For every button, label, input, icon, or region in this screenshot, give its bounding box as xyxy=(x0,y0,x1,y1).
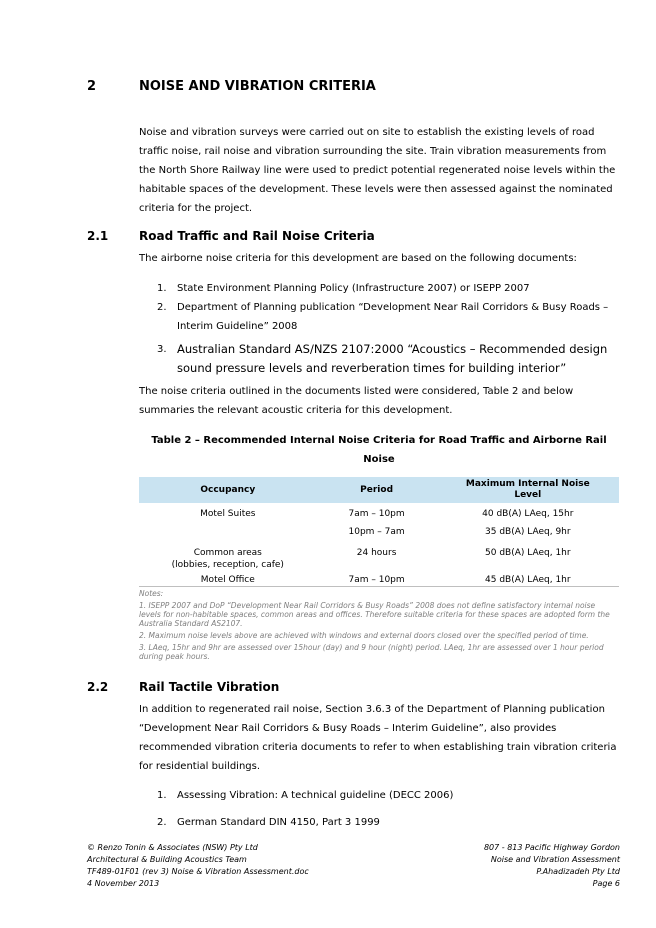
table-cell: 35 dB(A) LAeq, 9hr xyxy=(485,527,571,537)
footer-address: 807 - 813 Pacific Highway Gordon xyxy=(483,843,620,852)
table-header-cell: Maximum Internal Noise Level xyxy=(437,477,619,503)
table-cell: 10pm – 7am xyxy=(348,527,405,537)
documents-list xyxy=(139,279,619,378)
table-cell: Common areas (lobbies, reception, cafe) xyxy=(171,548,284,570)
table-cell: 45 dB(A) LAeq, 1hr xyxy=(485,575,571,585)
subsection-closing-paragraph: The noise criteria outlined in the documents listed were considered, Table 2 and below summaries the relevant acoustic criteria for this development. xyxy=(139,386,574,416)
table-cell: Motel Suites xyxy=(200,509,256,519)
vibration-documents-list xyxy=(139,786,619,832)
list-item xyxy=(139,786,619,805)
footer-document-ref: TF489-01F01 (rev 3) Noise & Vibration Assessment.doc xyxy=(87,867,309,876)
list-item-number: 1. xyxy=(157,790,167,801)
criteria-table xyxy=(139,477,619,595)
footer-date: 4 November 2013 xyxy=(87,879,160,888)
table-row xyxy=(139,503,619,526)
list-item-number: 2. xyxy=(157,817,167,828)
table-cell: 24 hours xyxy=(356,548,397,558)
list-item xyxy=(139,340,619,378)
list-item-text: Assessing Vibration: A technical guideline (DECC 2006) xyxy=(177,790,454,801)
subsection-body-paragraph: In addition to regenerated rail noise, Section 3.6.3 of the Department of Planning publication “Development Near Rail Corridors & Busy Roads – Interim Guideline”, also provides recommended vibration criteria documents to refer to when establishing train vibration criteria for residential buildings. xyxy=(139,704,617,772)
list-item-number: 3. xyxy=(157,344,167,355)
table-note: 1. ISEPP 2007 and DoP “Development Near Rail Corridors & Busy Roads” 2008 does not define satisfactory internal noise levels for non-habitable spaces, common areas and offices. Therefore suitable criteria for these spaces are adopted form the Australia Standard AS2107. xyxy=(139,601,610,628)
table-bottom-rule xyxy=(139,586,619,587)
table-cell: 7am – 10pm xyxy=(348,509,405,519)
table-cell: 40 dB(A) LAeq, 15hr xyxy=(482,509,574,519)
list-item-text: German Standard DIN 4150, Part 3 1999 xyxy=(177,817,380,828)
footer-client: P.Ahadizadeh Pty Ltd xyxy=(536,867,620,876)
list-item-number: 1. xyxy=(157,283,167,294)
subsection-number: 2.2 xyxy=(87,680,109,694)
list-item-text: State Environment Planning Policy (Infrastructure 2007) or ISEPP 2007 xyxy=(177,283,530,294)
subsection-title: Rail Tactile Vibration xyxy=(139,680,280,694)
table-cell: Motel Office xyxy=(200,575,255,585)
list-item-text: Australian Standard AS/NZS 2107:2000 “Acoustics – Recommended design sound pressure levels and reverberation times for building interior” xyxy=(177,342,608,375)
table-note: 3. LAeq, 15hr and 9hr are assessed over 15hour (day) and 9 hour (night) period. LAeq, 1hr are assessed over 1 hour period during peak hours. xyxy=(139,643,604,661)
table-row xyxy=(139,526,619,547)
table-header-cell: Period xyxy=(317,477,437,503)
footer-left xyxy=(87,842,347,890)
notes-label: Notes: xyxy=(139,589,164,598)
footer-team: Architectural & Building Acoustics Team xyxy=(87,855,247,864)
subsection-number: 2.1 xyxy=(87,229,109,243)
list-item xyxy=(139,813,619,832)
table-notes xyxy=(139,589,619,664)
list-item xyxy=(139,279,619,298)
subsection-lead-paragraph: The airborne noise criteria for this development are based on the following documents: xyxy=(139,253,577,264)
table-header-cell: Occupancy xyxy=(139,477,317,503)
footer-page-number: Page 6 xyxy=(592,879,620,888)
subsection-title: Road Traffic and Rail Noise Criteria xyxy=(139,229,375,243)
table-note: 2. Maximum noise levels above are achieved with windows and external doors closed over the specified period of time. xyxy=(139,631,589,640)
section-title: NOISE AND VIBRATION CRITERIA xyxy=(139,79,376,94)
footer-report-title: Noise and Vibration Assessment xyxy=(490,855,620,864)
table-cell xyxy=(139,526,317,547)
footer-right xyxy=(370,842,620,890)
footer-company: © Renzo Tonin & Associates (NSW) Pty Ltd xyxy=(87,843,258,852)
table-caption: Table 2 – Recommended Internal Noise Criteria for Road Traffic and Airborne Rail Noise xyxy=(151,435,607,465)
table-cell: 50 dB(A) LAeq, 1hr xyxy=(485,548,571,558)
table-cell: 7am – 10pm xyxy=(348,575,405,585)
list-item-text: Department of Planning publication “Development Near Rail Corridors & Busy Roads – Interim Guideline” 2008 xyxy=(177,302,609,332)
section-number: 2 xyxy=(87,79,97,94)
list-item-number: 2. xyxy=(157,302,167,313)
section-intro-paragraph: Noise and vibration surveys were carried out on site to establish the existing levels of road traffic noise, rail noise and vibration surrounding the site. Train vibration measurements from the North Shore Railway line were used to predict potential regenerated noise levels within the habitable spaces of the development. These levels were then assessed against the nominated criteria for the project. xyxy=(139,127,616,214)
table-row xyxy=(139,547,619,574)
list-item xyxy=(139,298,619,336)
table-header-row xyxy=(139,477,619,503)
